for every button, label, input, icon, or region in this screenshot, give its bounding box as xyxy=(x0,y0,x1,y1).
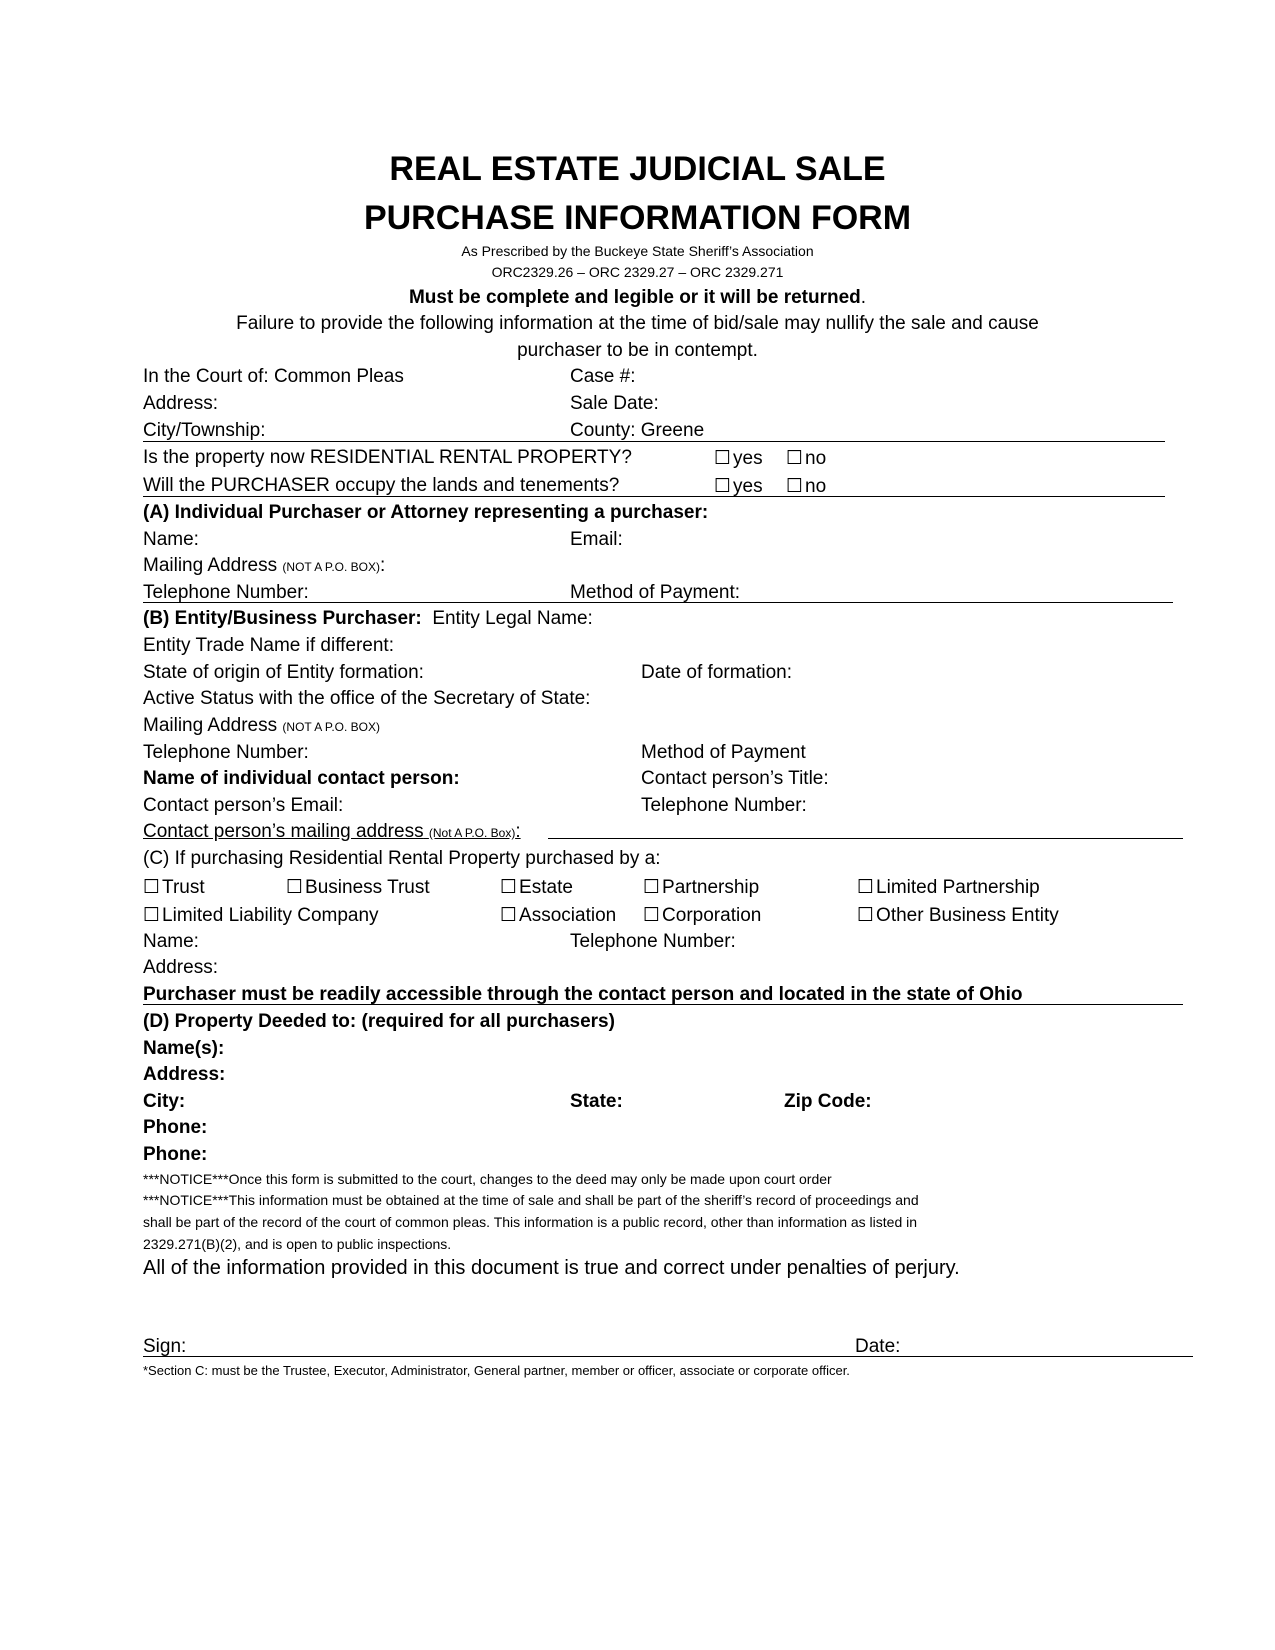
no-label: no xyxy=(805,448,827,469)
county-label: County: Greene xyxy=(570,420,705,441)
sign-label: Sign: xyxy=(143,1336,187,1357)
rental-no-option[interactable] xyxy=(786,447,826,470)
divider-section-c xyxy=(143,1004,1183,1005)
rental-yes-option[interactable] xyxy=(714,447,763,470)
checkbox-icon[interactable]: ☐ xyxy=(500,877,518,898)
completion-warning-bold: Must be complete and legible or it will be returned xyxy=(408,287,861,308)
completion-warning xyxy=(0,287,1275,309)
notice-deed-changes: ***NOTICE***Once this form is submitted to the court, changes to the deed may only be made upon court order xyxy=(143,1171,832,1187)
checkbox-icon[interactable]: ☐ xyxy=(286,877,304,898)
court-label: In the Court of: Common Pleas xyxy=(143,366,404,387)
checkbox-icon[interactable]: ☐ xyxy=(643,905,661,926)
option-estate[interactable] xyxy=(500,876,573,899)
orc-references: ORC2329.26 – ORC 2329.27 – ORC 2329.271 xyxy=(491,264,784,280)
divider-court xyxy=(143,441,1165,442)
checkbox-icon[interactable]: ☐ xyxy=(786,448,804,469)
city-township-label: City/Township: xyxy=(143,420,266,441)
b-contact-mailing-label xyxy=(143,821,521,843)
checkbox-icon[interactable]: ☐ xyxy=(786,476,804,497)
option-partnership[interactable] xyxy=(643,876,759,899)
b-contact-name-label: Name of individual contact person: xyxy=(143,768,460,789)
option-label: Corporation xyxy=(662,905,762,926)
failure-notice-line1: Failure to provide the following information at the time of bid/sale may nullify the sale and cause xyxy=(236,313,1039,334)
b-active-status-label: Active Status with the office of the Secretary of State: xyxy=(143,688,591,709)
d-phone2-label: Phone: xyxy=(143,1144,208,1165)
b-contact-email-label: Contact person’s Email: xyxy=(143,795,344,816)
option-label: Estate xyxy=(519,877,573,898)
divider-section-b xyxy=(548,838,1183,839)
question-occupy: Will the PURCHASER occupy the lands and tenements? xyxy=(143,475,620,496)
option-association[interactable] xyxy=(500,904,616,927)
a-mailing-address-label xyxy=(143,555,385,577)
section-a-heading: (A) Individual Purchaser or Attorney representing a purchaser: xyxy=(143,502,709,523)
d-zip-label: Zip Code: xyxy=(784,1091,872,1112)
prescribed-by: As Prescribed by the Buckeye State Sheriff’s Association xyxy=(461,243,814,259)
date-label: Date: xyxy=(855,1336,901,1357)
b-contact-mailing-text: Contact person’s mailing address xyxy=(143,821,424,842)
divider-section-a xyxy=(143,602,1173,603)
b-contact-mailing-colon: : xyxy=(515,821,521,842)
question-rental: Is the property now RESIDENTIAL RENTAL PROPERTY? xyxy=(143,447,632,468)
form-title-line2: PURCHASE INFORMATION FORM xyxy=(363,199,912,237)
d-names-label: Name(s): xyxy=(143,1038,225,1059)
yes-label: yes xyxy=(733,448,763,469)
option-llc[interactable] xyxy=(143,904,379,927)
divider-questions xyxy=(143,496,1165,497)
option-business-trust[interactable] xyxy=(286,876,430,899)
b-date-formation-label: Date of formation: xyxy=(641,662,793,683)
c-address-label: Address: xyxy=(143,957,218,978)
notice-public-record-line3: 2329.271(B)(2), and is open to public inspections. xyxy=(143,1236,452,1252)
b-contact-phone-label: Telephone Number: xyxy=(641,795,807,816)
b-mailing-address-label xyxy=(143,715,380,737)
case-number-label: Case #: xyxy=(570,366,636,387)
form-title-line1: REAL ESTATE JUDICIAL SALE xyxy=(389,150,886,188)
b-payment-label: Method of Payment xyxy=(641,742,806,763)
a-mailing-note: (NOT A P.O. BOX) xyxy=(282,560,380,574)
checkbox-icon[interactable]: ☐ xyxy=(643,877,661,898)
b-mailing-text: Mailing Address xyxy=(143,715,278,736)
d-phone1-label: Phone: xyxy=(143,1117,208,1138)
c-name-label: Name: xyxy=(143,931,199,952)
yes-label: yes xyxy=(733,476,763,497)
accessibility-requirement: Purchaser must be readily accessible through the contact person and located in the state of Ohio xyxy=(143,984,1023,1005)
perjury-statement: All of the information provided in this document is true and correct under penalties of perjury. xyxy=(143,1257,960,1279)
signature-line[interactable] xyxy=(143,1356,1193,1357)
a-email-label: Email: xyxy=(570,529,623,550)
d-city-label: City: xyxy=(143,1091,186,1112)
checkbox-icon[interactable]: ☐ xyxy=(500,905,518,926)
occupy-yes-option[interactable] xyxy=(714,475,763,498)
option-other-business[interactable] xyxy=(857,904,1059,927)
option-label: Limited Partnership xyxy=(876,877,1040,898)
d-address-label: Address: xyxy=(143,1064,226,1085)
option-label: Business Trust xyxy=(305,877,430,898)
no-label: no xyxy=(805,476,827,497)
b-mailing-note: (NOT A P.O. BOX) xyxy=(282,720,380,734)
checkbox-icon[interactable]: ☐ xyxy=(714,476,732,497)
completion-warning-period: . xyxy=(860,287,867,308)
checkbox-icon[interactable]: ☐ xyxy=(143,877,161,898)
a-mailing-text: Mailing Address xyxy=(143,555,278,576)
sale-date-label: Sale Date: xyxy=(570,393,659,414)
a-telephone-label: Telephone Number: xyxy=(143,582,309,603)
section-b-heading: (B) Entity/Business Purchaser: xyxy=(143,608,422,629)
a-payment-label: Method of Payment: xyxy=(570,582,741,603)
b-contact-mailing-note: (Not A P.O. Box) xyxy=(428,826,516,840)
section-b-heading-row xyxy=(143,608,593,630)
option-label: Association xyxy=(519,905,617,926)
option-trust[interactable] xyxy=(143,876,205,899)
notice-public-record-line1: ***NOTICE***This information must be obtained at the time of sale and shall be part of the sheriff’s record of proceedings and xyxy=(143,1192,919,1208)
option-label: Trust xyxy=(162,877,205,898)
d-state-label: State: xyxy=(570,1091,623,1112)
section-c-footnote: *Section C: must be the Trustee, Executor, Administrator, General partner, member or officer, associate or corporate officer. xyxy=(143,1363,850,1378)
b-state-origin-label: State of origin of Entity formation: xyxy=(143,662,424,683)
failure-notice-line2: purchaser to be in contempt. xyxy=(517,340,758,361)
option-label: Limited Liability Company xyxy=(162,905,379,926)
checkbox-icon[interactable]: ☐ xyxy=(143,905,161,926)
b-legal-name-label: Entity Legal Name: xyxy=(432,608,593,629)
section-c-heading: (C) If purchasing Residential Rental Property purchased by a: xyxy=(143,848,661,869)
option-limited-partnership[interactable] xyxy=(857,876,1040,899)
c-telephone-label: Telephone Number: xyxy=(570,931,736,952)
checkbox-icon[interactable]: ☐ xyxy=(857,905,875,926)
section-d-heading: (D) Property Deeded to: (required for all purchasers) xyxy=(143,1011,615,1032)
a-mailing-colon: : xyxy=(380,555,386,576)
b-trade-name-label: Entity Trade Name if different: xyxy=(143,635,394,656)
court-address-label: Address: xyxy=(143,393,218,414)
option-corporation[interactable] xyxy=(643,904,761,927)
a-name-label: Name: xyxy=(143,529,199,550)
checkbox-icon[interactable]: ☐ xyxy=(714,448,732,469)
checkbox-icon[interactable]: ☐ xyxy=(857,877,875,898)
b-contact-title-label: Contact person’s Title: xyxy=(641,768,829,789)
notice-public-record-line2: shall be part of the record of the court of common pleas. This information is a public record, other than information as listed in xyxy=(143,1214,918,1230)
b-telephone-label: Telephone Number: xyxy=(143,742,309,763)
option-label: Partnership xyxy=(662,877,760,898)
occupy-no-option[interactable] xyxy=(786,475,826,498)
option-label: Other Business Entity xyxy=(876,905,1059,926)
